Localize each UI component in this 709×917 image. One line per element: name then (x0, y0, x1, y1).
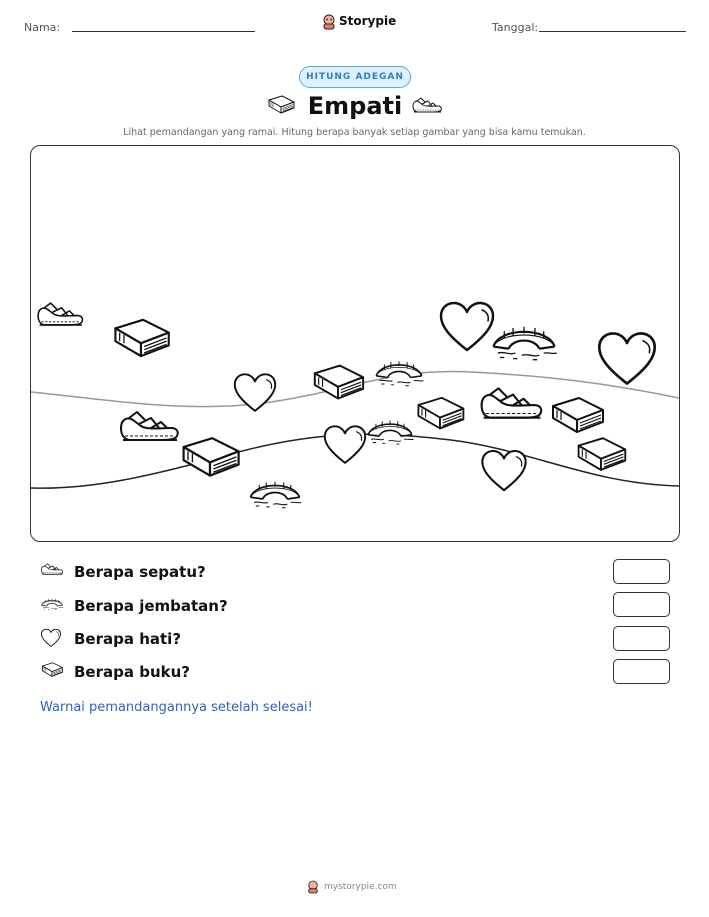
scene-shoe (482, 388, 542, 417)
date-line[interactable] (539, 31, 686, 32)
instruction-text: Lihat pemandangan yang ramai. Hitung berapa banyak setiap gambar yang bisa kamu temukan. (123, 127, 586, 138)
scene-book (184, 438, 239, 475)
storypie-mascot-icon (307, 880, 319, 894)
answer-box-shoe[interactable] (613, 559, 670, 584)
scene-heart (482, 451, 525, 490)
scene-illustration (31, 146, 679, 541)
scene-panel[interactable] (30, 145, 680, 542)
date-label: Tanggal: (492, 21, 539, 34)
scene-book (115, 320, 168, 356)
question-shoe: Berapa sepatu? (74, 563, 206, 581)
page-title: Empati (307, 92, 403, 120)
question-bridge: Berapa jembatan? (74, 597, 228, 615)
scene-heart (325, 426, 365, 463)
answer-box-book[interactable] (613, 659, 670, 684)
question-book: Berapa buku? (74, 663, 190, 681)
name-line[interactable] (72, 31, 255, 32)
scene-bridge (493, 327, 556, 360)
scene-heart (441, 303, 493, 350)
scene-book (418, 398, 463, 429)
shoe-icon (411, 94, 443, 116)
scene-book (553, 398, 603, 432)
scene-shoe (38, 303, 82, 325)
footer-url[interactable]: mystorypie.com (324, 882, 397, 892)
brand-logo (322, 13, 397, 31)
scene-book (315, 366, 363, 399)
scene-heart (599, 333, 654, 383)
heart-icon (40, 628, 64, 648)
activity-badge: HITUNG ADEGAN (299, 66, 411, 88)
book-icon (40, 661, 64, 681)
footer-brand (307, 880, 417, 896)
scene-bridge (376, 361, 423, 385)
storypie-mascot-icon (322, 14, 336, 30)
footer-note: Warnai pemandangannya setelah selesai! (40, 700, 313, 715)
answer-box-bridge[interactable] (613, 592, 670, 617)
scene-shoe (121, 412, 178, 440)
question-heart: Berapa hati? (74, 630, 182, 648)
scene-bridge (251, 482, 302, 508)
bridge-icon (40, 594, 64, 614)
name-label: Nama: (24, 21, 61, 34)
brand-name: Storypie (339, 14, 397, 28)
book-icon (266, 94, 296, 116)
scene-bridge (368, 421, 413, 444)
scene-book (579, 438, 626, 470)
answer-box-heart[interactable] (613, 626, 670, 651)
shoe-icon (40, 560, 64, 580)
